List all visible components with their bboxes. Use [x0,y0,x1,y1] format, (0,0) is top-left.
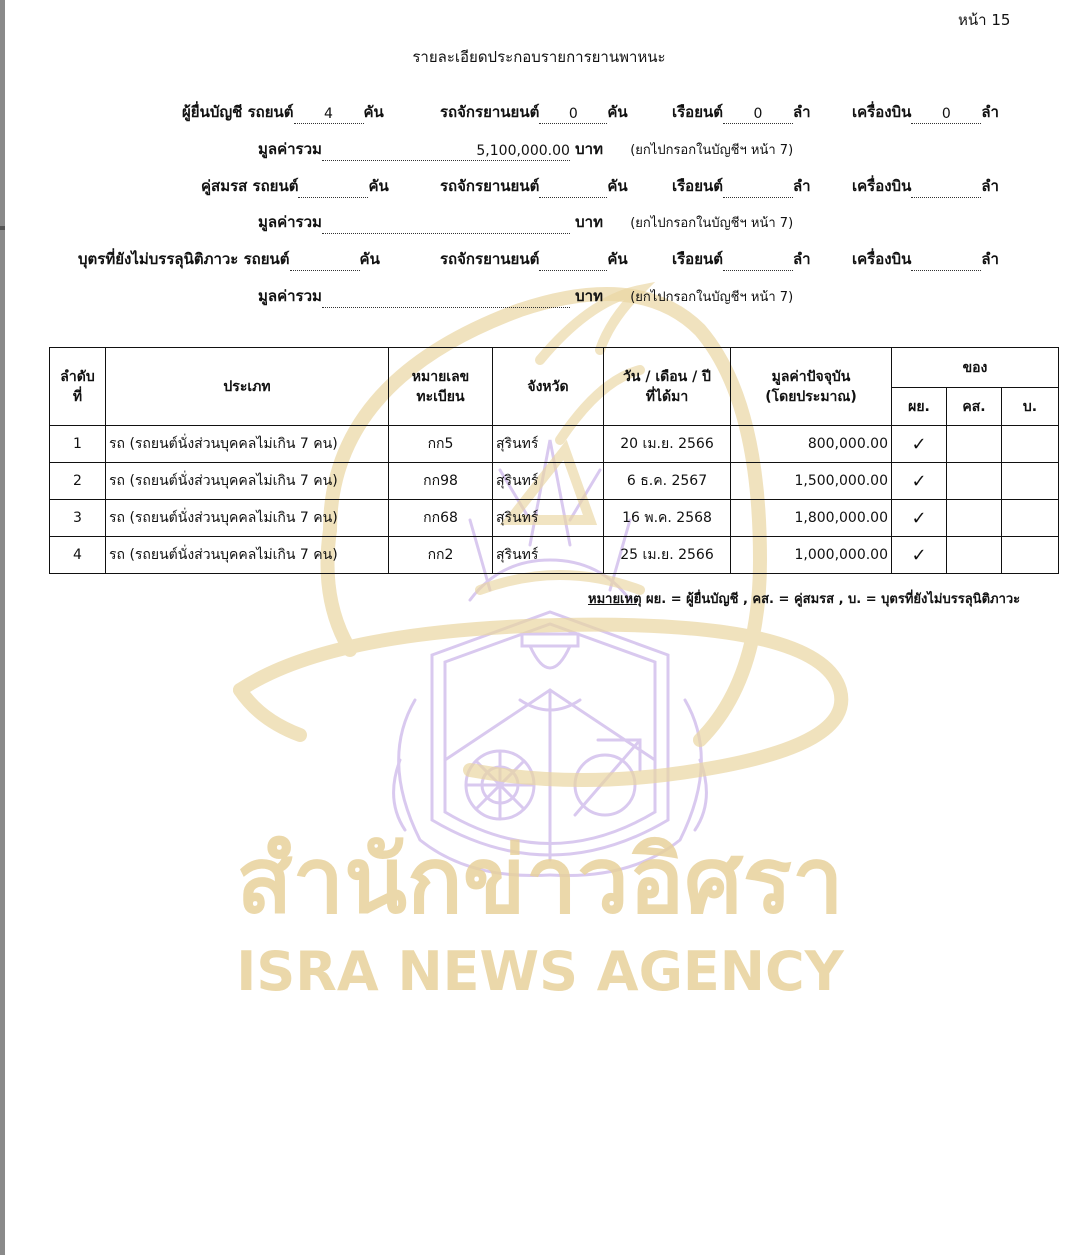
cell-type: รถ (รถยนต์นั่งส่วนบุคคลไม่เกิน 7 คน) [106,500,389,537]
filer-row [0,100,1078,124]
header-owner-filer: ผย. [892,388,947,426]
cell-province: สุรินทร์ [493,426,604,463]
car-label: รถยนต์ [243,250,290,268]
cell-value: 1,000,000.00 [731,537,892,574]
cell-date: 20 เม.ย. 2566 [604,426,731,463]
boat-unit: ลำ [792,103,811,121]
cell-type: รถ (รถยนต์นั่งส่วนบุคคลไม่เกิน 7 คน) [106,537,389,574]
car-unit: คัน [359,250,380,268]
svg-text:ISRA NEWS AGENCY: ISRA NEWS AGENCY [236,940,844,1003]
motorcycle-unit: คัน [607,103,628,121]
motorcycle-count: 0 [539,105,607,124]
cell-plate: กก68 [389,500,493,537]
plane-count [911,252,981,271]
boat-label: เรือยนต์ [672,103,723,121]
page-number: หน้า 15 [958,11,1011,29]
header-owner-child: บ. [1002,388,1059,426]
cell-child [1002,463,1059,500]
plane-unit: ลำ [981,250,999,268]
plane-label: เครื่องบิน [852,103,912,121]
cell-seq: 3 [50,500,106,537]
cell-spouse [947,463,1002,500]
cell-seq: 2 [50,463,106,500]
car-label: รถยนต์ [252,177,299,195]
cell-child [1002,500,1059,537]
boat-unit: ลำ [792,250,811,268]
child-role: บุตรที่ยังไม่บรรลุนิติภาวะ [78,250,239,268]
cell-child [1002,537,1059,574]
cell-spouse [947,426,1002,463]
header-owner-spouse: คส. [947,388,1002,426]
header-plate: หมายเลข ทะเบียน [389,348,493,426]
cell-spouse [947,500,1002,537]
spouse-total-row [258,210,793,234]
cell-type: รถ (รถยนต์นั่งส่วนบุคคลไม่เกิน 7 คน) [106,463,389,500]
total-value [322,289,570,308]
carry-note: (ยกไปกรอกในบัญชีฯ หน้า 7) [630,216,794,231]
total-value-label: มูลค่ารวม [258,287,322,305]
child-total-row [258,284,793,308]
header-type: ประเภท [106,348,389,426]
footnote-text: ผย. = ผู้ยื่นบัญชี , คส. = คู่สมรส , บ. = บุตรที่ยังไม่บรรลุนิติภาวะ [646,592,1021,607]
cell-province: สุรินทร์ [493,537,604,574]
total-value-label: มูลค่ารวม [258,140,322,158]
cell-spouse [947,537,1002,574]
baht-unit: บาท [575,213,603,231]
header-seq: ลำดับ ที่ [50,348,106,426]
cell-date: 6 ธ.ค. 2567 [604,463,731,500]
car-label: รถยนต์ [247,103,294,121]
cell-type: รถ (รถยนต์นั่งส่วนบุคคลไม่เกิน 7 คน) [106,426,389,463]
motorcycle-count [539,179,607,198]
cell-province: สุรินทร์ [493,500,604,537]
header-province: จังหวัด [493,348,604,426]
cell-value: 800,000.00 [731,426,892,463]
carry-note: (ยกไปกรอกในบัญชีฯ หน้า 7) [630,290,794,305]
table-row [50,426,1059,463]
motorcycle-label: รถจักรยานยนต์ [440,250,540,268]
checkmark-icon: ✓ [892,500,947,537]
baht-unit: บาท [575,140,603,158]
motorcycle-unit: คัน [607,250,628,268]
plane-count [911,179,981,198]
boat-count: 0 [723,105,793,124]
boat-count [723,179,793,198]
filer-total-row [258,137,793,161]
header-date: วัน / เดือน / ปี ที่ได้มา [604,348,731,426]
checkmark-icon: ✓ [892,426,947,463]
header-owner: ของ [892,348,1059,388]
cell-seq: 1 [50,426,106,463]
plane-label: เครื่องบิน [852,177,912,195]
cell-value: 1,800,000.00 [731,500,892,537]
table-row [50,500,1059,537]
total-value [322,215,570,234]
table-row [50,537,1059,574]
table-row [50,463,1059,500]
car-count [298,179,368,198]
boat-unit: ลำ [792,177,811,195]
plane-label: เครื่องบิน [852,250,912,268]
motorcycle-unit: คัน [607,177,628,195]
car-unit: คัน [368,177,389,195]
cell-province: สุรินทร์ [493,463,604,500]
svg-text:สำนักข่าวอิศรา: สำนักข่าวอิศรา [236,827,844,934]
car-count [290,252,360,271]
plane-unit: ลำ [981,103,999,121]
motorcycle-label: รถจักรยานยนต์ [440,103,540,121]
filer-role: ผู้ยื่นบัญชี [182,103,243,121]
cell-seq: 4 [50,537,106,574]
cell-plate: กก98 [389,463,493,500]
cell-date: 25 เม.ย. 2566 [604,537,731,574]
car-count: 4 [294,105,364,124]
spouse-role: คู่สมรส [201,177,248,195]
cell-plate: กก2 [389,537,493,574]
header-value: มูลค่าปัจจุบัน (โดยประมาณ) [731,348,892,426]
boat-label: เรือยนต์ [672,177,723,195]
footnote-label: หมายเหตุ [588,592,642,607]
plane-unit: ลำ [981,177,999,195]
plane-count: 0 [911,105,981,124]
motorcycle-label: รถจักรยานยนต์ [440,177,540,195]
cell-date: 16 พ.ค. 2568 [604,500,731,537]
baht-unit: บาท [575,287,603,305]
cell-child [1002,426,1059,463]
total-value: 5,100,000.00 [322,142,570,161]
boat-label: เรือยนต์ [672,250,723,268]
document-title: รายละเอียดประกอบรายการยานพาหนะ [412,48,666,66]
car-unit: คัน [363,103,384,121]
checkmark-icon: ✓ [892,537,947,574]
cell-value: 1,500,000.00 [731,463,892,500]
total-value-label: มูลค่ารวม [258,213,322,231]
carry-note: (ยกไปกรอกในบัญชีฯ หน้า 7) [630,143,794,158]
spouse-row [0,174,1078,198]
checkmark-icon: ✓ [892,463,947,500]
vehicle-table [49,347,1059,574]
child-row [0,247,1078,271]
motorcycle-count [539,252,607,271]
boat-count [723,252,793,271]
footnote [588,588,1020,609]
cell-plate: กก5 [389,426,493,463]
